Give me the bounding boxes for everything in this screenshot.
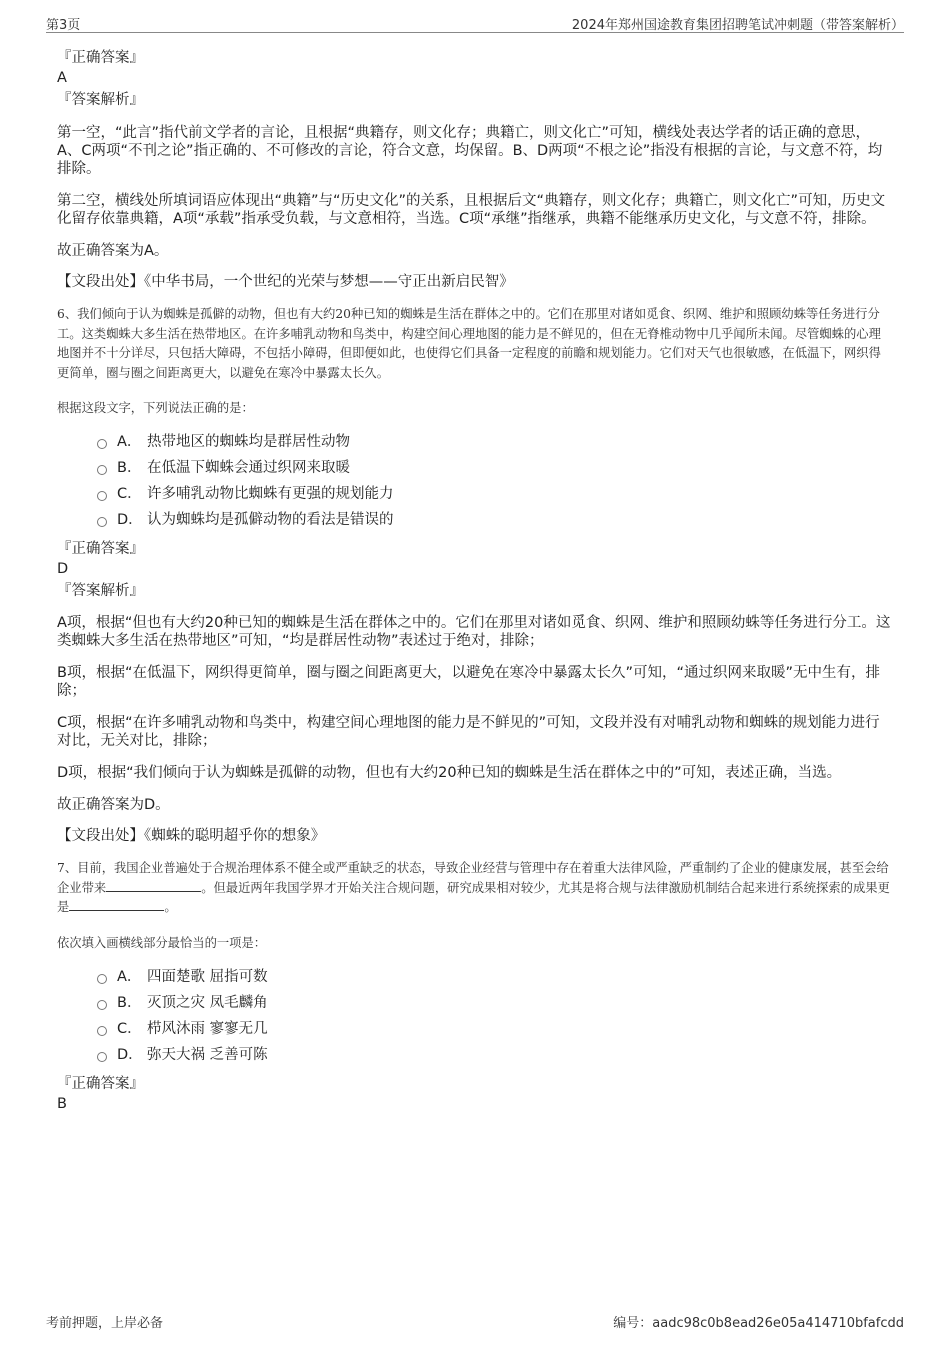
option-a[interactable]: A． 热带地区的蜘蛛均是群居性动物 [97,429,892,455]
radio-icon[interactable] [97,1000,107,1010]
answer-label: 『正确答案』 [57,541,144,557]
radio-icon[interactable] [97,465,107,475]
page-content [57,48,892,1114]
radio-icon[interactable] [97,517,107,527]
question-6-prompt: 根据这段文字，下列说法正确的是： [57,401,254,415]
fill-blank [106,879,201,892]
option-b[interactable]: B． 在低温下蜘蛛会通过织网来取暖 [97,455,892,481]
answer-label: 『正确答案』 [57,50,144,66]
question-6-options [57,429,892,533]
page-number: 第3页 [46,18,81,33]
analysis-conclusion: 故正确答案为A。 [57,243,169,259]
radio-icon[interactable] [97,491,107,501]
answer-value: D [57,561,69,577]
question-7-text: 7、目前，我国企业普遍处于合规治理体系不健全或严重缺乏的状态，导致企业经营与管理中存在着重大法律风险，严重制约了企业的健康发展，甚至会给企业带来 。但最近两年我国学界才开始关注合规问题，研究成果相对较少，尤其是将合规与法律激励机制结合起来进行系统探索的成果更是 。 [57,861,890,914]
footer-slogan: 考前押题，上岸必备 [46,1316,164,1331]
radio-icon[interactable] [97,1052,107,1062]
analysis-paragraph: C项，根据“在许多哺乳动物和鸟类中，构建空间心理地图的能力是不鲜见的”可知，文段并没有对哺乳动物和蜘蛛的规划能力进行对比，无关对比，排除； [57,715,880,749]
option-d[interactable]: D． 认为蜘蛛均是孤僻动物的看法是错误的 [97,507,892,533]
answer-label: 『正确答案』 [57,1075,144,1092]
analysis-paragraph: 第一空，“此言”指代前文学者的言论，且根据“典籍存，则文化存；典籍亡，则文化亡”可知，横线处表达学者的话正确的意思，A、C两项“不刊之论”指正确的、不可修改的言论，符合文意，均保留。B、D两项“不根之论”指没有根据的言论，与文意不符，均排除。 [57,125,883,177]
radio-icon[interactable] [97,439,107,449]
analysis-paragraph: B项，根据“在低温下，网织得更简单，圈与圈之间距离更大，以避免在寒冷中暴露太长久”可知，“通过织网来取暖”无中生有，排除； [57,665,880,699]
page-header [46,14,904,33]
option-a[interactable]: A． 四面楚歌 屈指可数 [97,964,892,990]
analysis-paragraph: D项，根据“我们倾向于认为蜘蛛是孤僻的动物，但也有大约20种已知的蜘蛛是生活在群体之中的”可知，表述正确，当选。 [57,765,842,781]
passage-source: 【文段出处】《中华书局，一个世纪的光荣与梦想——守正出新启民智》 [57,274,514,290]
option-c[interactable]: C． 栉风沐雨 寥寥无几 [97,1016,892,1042]
answer-value: B [57,1095,67,1112]
radio-icon[interactable] [97,1026,107,1036]
question-6-text: 6、我们倾向于认为蜘蛛是孤僻的动物，但也有大约20种已知的蜘蛛是生活在群体之中的。它们在那里对诸如觅食、织网、维护和照顾幼蛛等任务进行分工。这类蜘蛛大多生活在热带地区。在许多哺乳动物和鸟类中，构建空间心理地图的能力是不鲜见的，但在无脊椎动物中几乎闻所未闻。尽管蜘蛛的心理地图并不十分详尽，只包括大障碍，不包括小障碍，但即便如此，也使得它们具备一定程度的前瞻和规划能力。它们对天气也很敏感，在低温下，网织得更简单，圈与圈之间距离更大，以避免在寒冷中暴露太长久。 [57,307,881,380]
option-d[interactable]: D． 弥天大祸 乏善可陈 [97,1042,892,1068]
answer-value: A [57,70,67,86]
page-footer [46,1312,904,1330]
analysis-paragraph: A项，根据“但也有大约20种已知的蜘蛛是生活在群体之中的。它们在那里对诸如觅食、织网、维护和照顾幼蛛等任务进行分工。这类蜘蛛大多生活在热带地区”可知，“均是群居性动物”表述过于绝对，排除； [57,615,891,649]
question-7-options [57,964,892,1068]
analysis-conclusion: 故正确答案为D。 [57,797,170,813]
fill-blank [69,898,164,911]
question-7-prompt: 依次填入画横线部分最恰当的一项是： [57,935,267,950]
option-c[interactable]: C． 许多哺乳动物比蜘蛛有更强的规划能力 [97,481,892,507]
document-code: 编号：aadc98c0b8ead26e05a414710bfafcdd [613,1316,904,1331]
document-title: 2024年郑州国途教育集团招聘笔试冲刺题（带答案解析） [571,18,904,33]
option-b[interactable]: B． 灭顶之灾 凤毛麟角 [97,990,892,1016]
passage-source: 【文段出处】《蜘蛛的聪明超乎你的想象》 [57,828,326,844]
radio-icon[interactable] [97,974,107,984]
analysis-paragraph: 第二空，横线处所填词语应体现出“典籍”与“历史文化”的关系，且根据后文“典籍存，则文化存；典籍亡，则文化亡”可知，历史文化留存依靠典籍，A项“承载”指承受负载，与文意相符，当选。C项“承继”指继承，典籍不能继承历史文化，与文意不符，排除。 [57,193,886,227]
analysis-label: 『答案解析』 [57,92,144,108]
analysis-label: 『答案解析』 [57,583,144,599]
